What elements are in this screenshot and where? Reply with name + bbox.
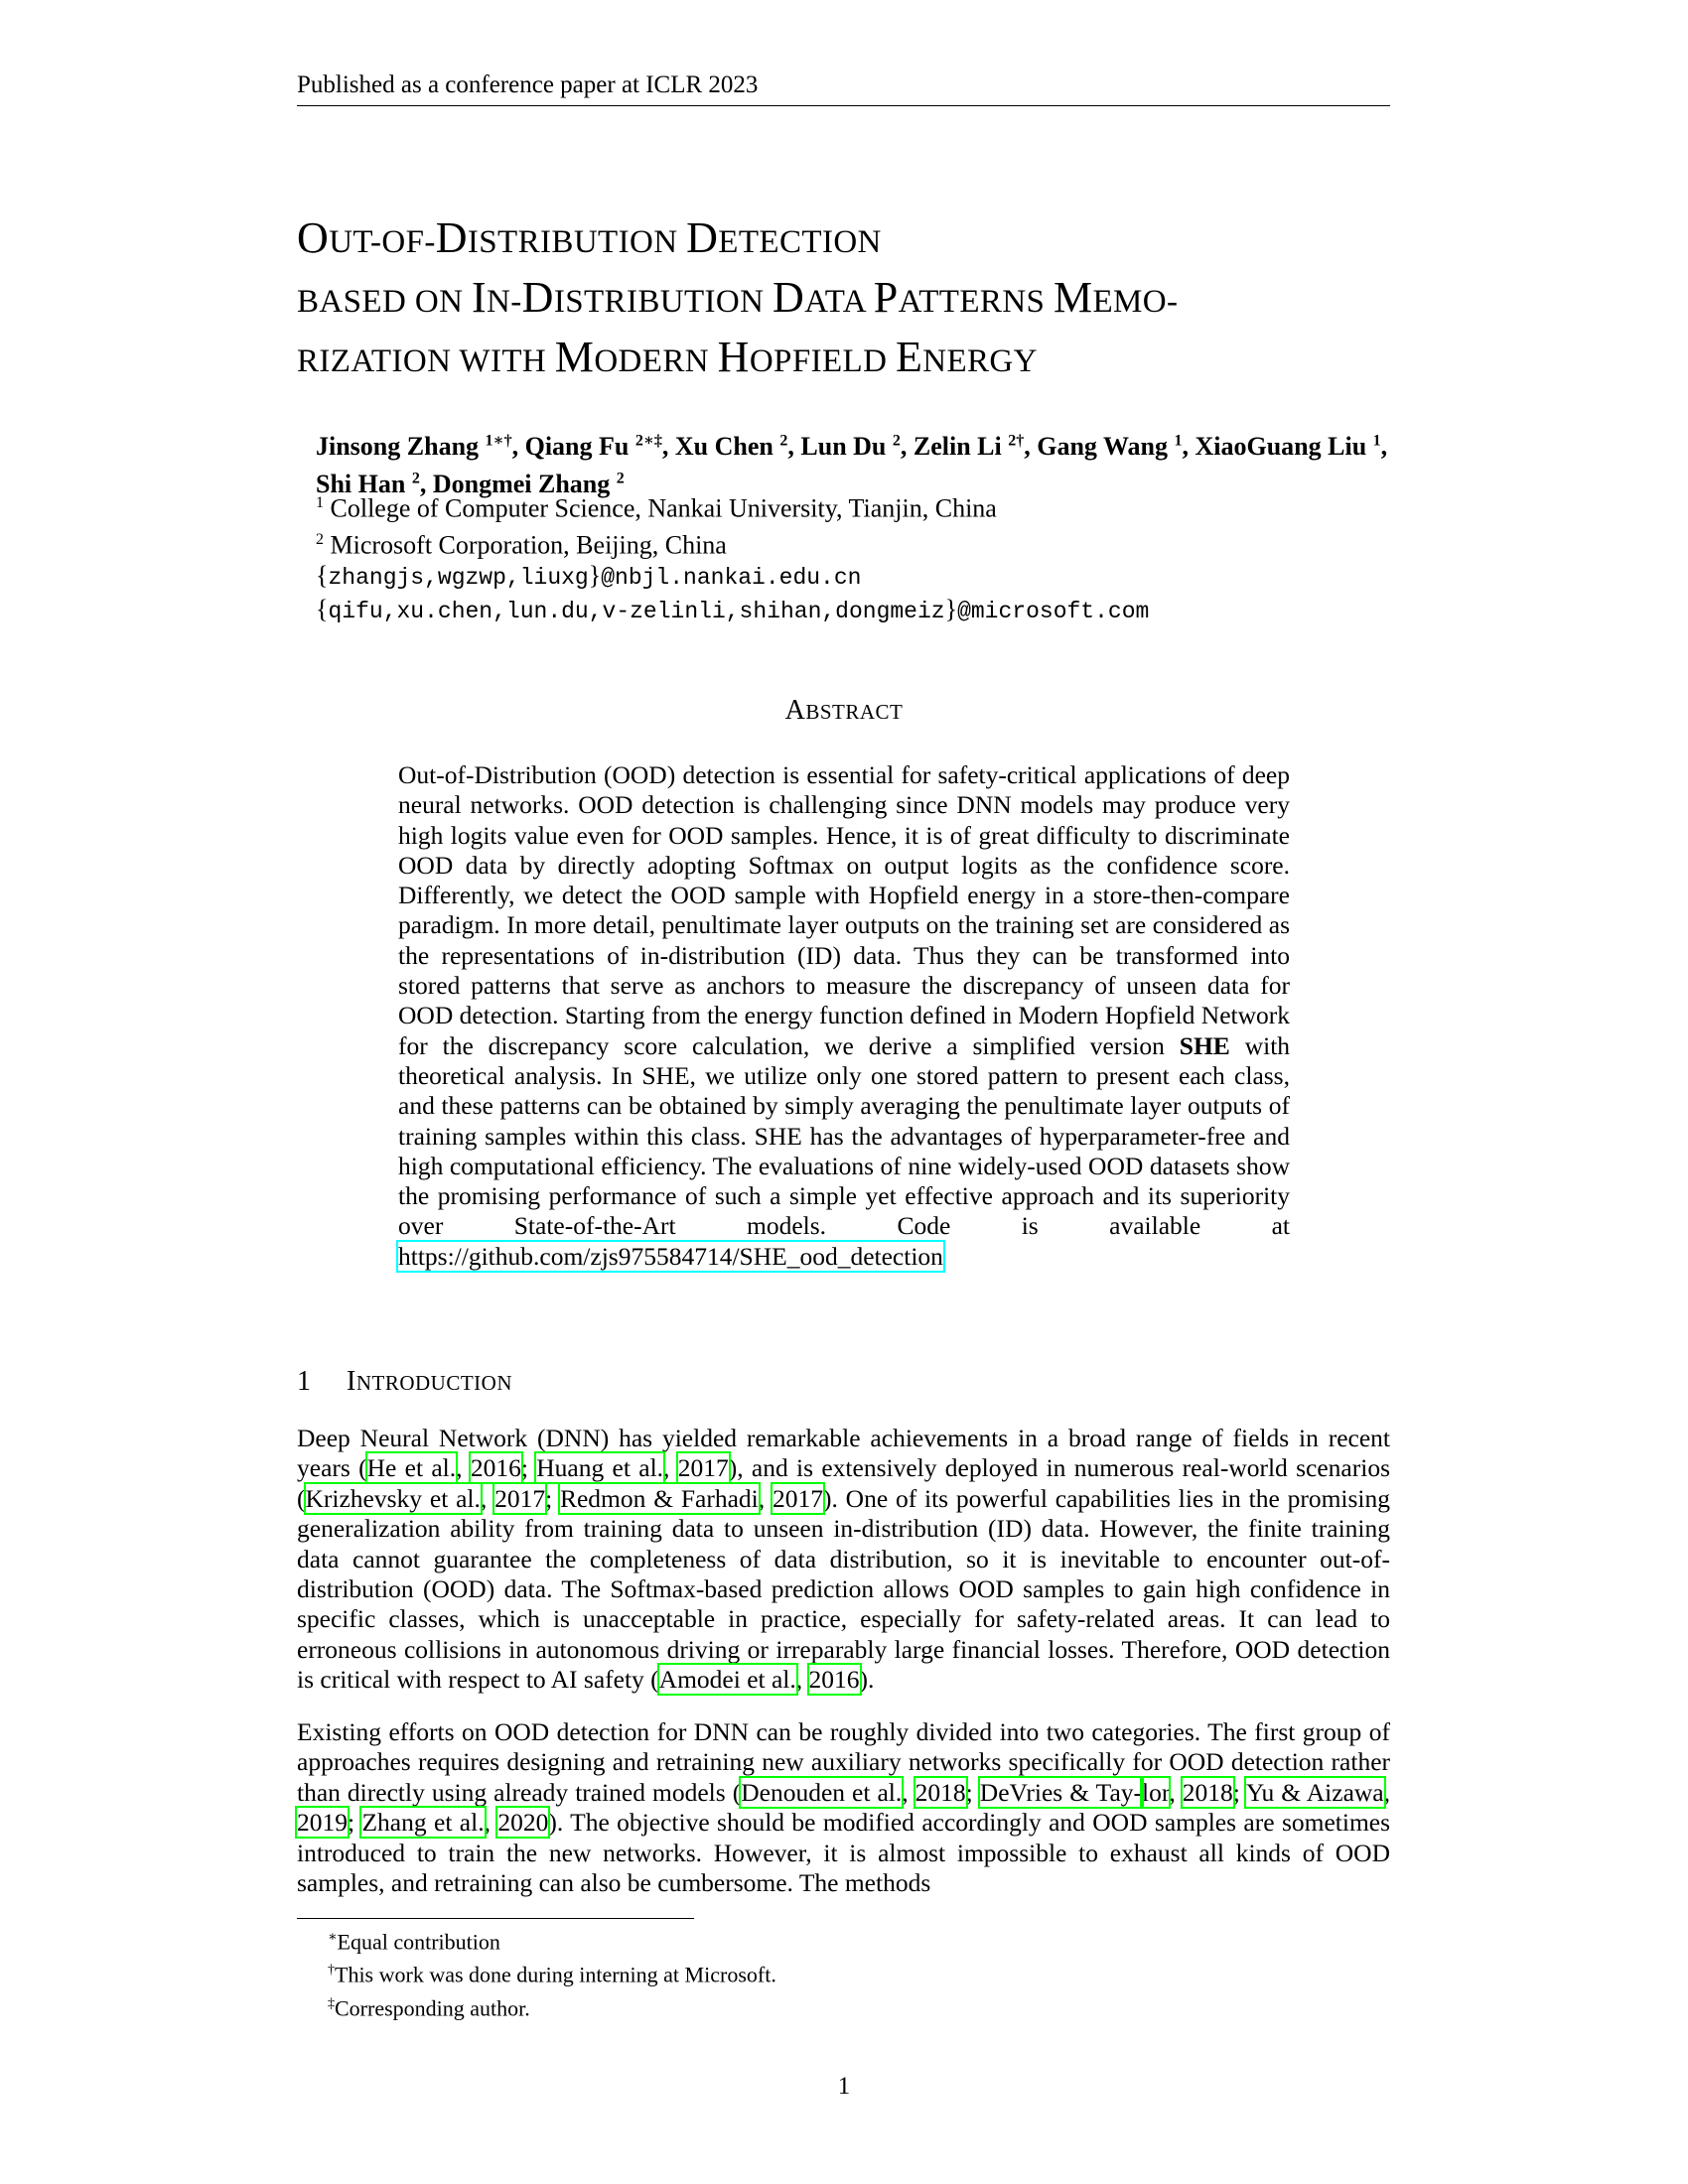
citation-separator: , bbox=[902, 1777, 915, 1807]
paper-title bbox=[297, 210, 1399, 389]
title-text: ODERN bbox=[594, 343, 718, 379]
citation-separator: , bbox=[456, 1453, 471, 1483]
page-number: 1 bbox=[837, 2073, 851, 2100]
abstract-heading bbox=[0, 695, 1688, 727]
author-marks: 2 bbox=[892, 432, 901, 449]
email-line bbox=[316, 594, 1408, 627]
author-marks: 2∗‡ bbox=[634, 432, 662, 449]
title-text: D bbox=[773, 273, 805, 322]
citation-link[interactable]: 2019 bbox=[297, 1808, 348, 1838]
citation-link[interactable]: 2017 bbox=[494, 1483, 546, 1513]
affiliation-mark: 1 bbox=[316, 494, 324, 511]
body-text: Deep Neural Network (DNN) has yielded remarkable achievements in a broad range of fields in recent years ( bbox=[297, 1424, 1390, 1483]
title-text: NERGY bbox=[922, 343, 1038, 379]
title-line-2 bbox=[297, 270, 1399, 330]
citation-link[interactable]: Huang et al. bbox=[536, 1453, 664, 1483]
title-text: D bbox=[435, 213, 468, 262]
author-line-1 bbox=[316, 424, 1458, 463]
email-brace: { bbox=[316, 595, 329, 624]
email-brace: } bbox=[944, 595, 958, 624]
body-text: Existing efforts on OOD detection for DNN can be roughly divided into two categories. The first group of approaches requires designing and retraining new auxiliary networks specifically for OOD detection rather than directly using already trained models ( bbox=[297, 1717, 1390, 1807]
author-marks: 2 bbox=[616, 470, 625, 487]
title-text: N- bbox=[487, 284, 522, 320]
author-separator: , bbox=[419, 470, 433, 499]
footnote-text: Corresponding author. bbox=[335, 1994, 530, 2020]
email-line bbox=[316, 560, 1408, 594]
title-text: ISTRIBUTION bbox=[467, 224, 687, 260]
author-name: Lun Du bbox=[800, 431, 887, 461]
citation-separator: , bbox=[663, 1453, 678, 1483]
email-users: zhangjs,wgzwp,liuxg bbox=[328, 565, 589, 592]
affiliations bbox=[316, 487, 1408, 627]
affiliation bbox=[316, 524, 1408, 561]
body-text: ). bbox=[859, 1665, 875, 1695]
citation-separator: , bbox=[795, 1665, 809, 1695]
title-text: ATTERNS bbox=[898, 284, 1054, 320]
title-text: D bbox=[521, 273, 554, 322]
author-name: XiaoGuang Liu bbox=[1195, 431, 1367, 461]
citation-link[interactable]: Zhang et al. bbox=[361, 1808, 485, 1838]
running-header: Published as a conference paper at ICLR 2023 bbox=[297, 71, 759, 98]
author-marks: 1 bbox=[1372, 432, 1381, 449]
title-text: ETECTION bbox=[718, 224, 882, 260]
author-separator: , bbox=[511, 431, 525, 461]
abstract-bold-term: SHE bbox=[1179, 1030, 1230, 1060]
author-marks: 1∗† bbox=[485, 432, 512, 449]
author bbox=[1037, 432, 1195, 461]
author bbox=[800, 432, 914, 461]
citation-separator: , bbox=[1383, 1777, 1390, 1807]
author-separator: , bbox=[900, 431, 914, 461]
footnote-text: This work was done during interning at Microsoft. bbox=[335, 1962, 776, 1987]
citation-link[interactable]: 2018 bbox=[1182, 1777, 1233, 1807]
header-rule bbox=[297, 105, 1390, 106]
author-name: Jinsong Zhang bbox=[316, 431, 480, 461]
title-text: P bbox=[873, 273, 899, 322]
title-text: EMO- bbox=[1092, 284, 1179, 320]
citation-separator: , bbox=[1169, 1777, 1183, 1807]
title-text: RIZATION WITH bbox=[297, 343, 555, 379]
title-text: M bbox=[554, 333, 595, 381]
footnote bbox=[328, 1923, 1221, 1956]
citation-link[interactable]: He et al. bbox=[366, 1453, 457, 1483]
footnote-mark: † bbox=[328, 1963, 335, 1979]
affiliation bbox=[316, 487, 1408, 524]
body-text: ). One of its powerful capabilities lies in the promising generalization ability from training data to unseen in-distribution (ID) data. However, the finite training data cannot guarantee the completeness of data distribution, so it is inevitable to encounter out-of-distribution (OOD) data. The Softmax-based prediction allows OOD samples to gain high confidence in specific classes, which is unacceptable in practice, especially for safety-related areas. It can lead to erroneous collisions in autonomous driving or irreparably large financial losses. Therefore, OOD detection is critical with respect to AI safety ( bbox=[297, 1483, 1391, 1695]
author-separator: , bbox=[1182, 431, 1196, 461]
author-name: Shi Han bbox=[316, 470, 406, 499]
body-text: ), and is extensively deployed in numerous real-world scenarios ( bbox=[297, 1453, 1390, 1513]
title-text: UT-OF- bbox=[329, 224, 436, 260]
heading-text: NTRODUCTION bbox=[355, 1371, 512, 1395]
section-heading-introduction bbox=[297, 1366, 1091, 1398]
citation-link[interactable]: Redmon & Farhadi bbox=[559, 1483, 759, 1513]
title-text: OPFIELD bbox=[749, 343, 896, 379]
citation-separator: ; bbox=[545, 1483, 560, 1513]
citation-separator: ; bbox=[1232, 1777, 1246, 1807]
citation-link[interactable]: 2017 bbox=[677, 1453, 729, 1483]
citation-link[interactable]: 2016 bbox=[470, 1453, 521, 1483]
author-marks: 2 bbox=[779, 432, 788, 449]
author-name: Zelin Li bbox=[913, 431, 1002, 461]
title-text: O bbox=[297, 213, 330, 262]
citation-link[interactable]: Denouden et al. bbox=[741, 1777, 903, 1807]
title-text: ATA bbox=[804, 284, 874, 320]
footnotes bbox=[328, 1923, 1221, 2022]
heading-text: BSTRACT bbox=[805, 700, 904, 724]
footnote bbox=[328, 1956, 1221, 1988]
footnote-text: Equal contribution bbox=[337, 1929, 500, 1955]
title-text: D bbox=[686, 213, 719, 262]
citation-separator: ; bbox=[348, 1808, 362, 1838]
author-marks: 1 bbox=[1174, 432, 1183, 449]
author-name: Qiang Fu bbox=[524, 431, 630, 461]
citation-link[interactable]: 2018 bbox=[914, 1777, 966, 1807]
title-text: ISTRIBUTION bbox=[553, 284, 774, 320]
footnote-rule bbox=[297, 1918, 694, 1919]
abstract-text: Out-of-Distribution (OOD) detection is essential for safety-critical applications of deep neural networks. OOD detection is challenging since DNN models may produce very high logits value even for OOD samples. Hence, it is of great difficulty to discriminate OOD data by directly adopting Softmax on output logits as the confidence score. Differently, we detect the OOD sample with Hopfield energy in a store-then-compare paradigm. In more detail, penultimate layer outputs on the training set are considered as the representations of in-distribution (ID) data. Thus they can be transformed into stored patterns that serve as anchors to measure the discrepancy of unseen data for OOD detection. Starting from the energy function defined in Modern Hopfield Network for the discrepancy score calculation, we derive a simplified version bbox=[398, 760, 1290, 1060]
affiliation-mark: 2 bbox=[316, 530, 324, 548]
citation-separator: ; bbox=[520, 1453, 537, 1483]
author bbox=[1196, 432, 1388, 461]
author-separator: , bbox=[1380, 431, 1388, 461]
title-text: I bbox=[471, 273, 488, 322]
title-line-3 bbox=[297, 330, 1399, 389]
author-marks: 2 bbox=[411, 470, 420, 487]
citation-link[interactable]: lor bbox=[1142, 1777, 1170, 1807]
title-text: BASED ON bbox=[297, 284, 472, 320]
author-separator: , bbox=[661, 431, 675, 461]
author-separator: , bbox=[1024, 431, 1038, 461]
citation-link[interactable]: Krizhevsky et al. bbox=[305, 1483, 481, 1513]
title-text: H bbox=[717, 333, 750, 381]
intro-paragraph-2 bbox=[297, 1717, 1390, 1898]
abstract-text: with theoretical analysis. In SHE, we utilize only one stored pattern to present each class, and these patterns can be obtained by simply averaging the penultimate layer outputs of training samples within this class. SHE has the advantages of hyperparameter-free and high computational efficiency. The evaluations of nine widely-used OOD datasets show the promising performance of such a simple yet effective approach and its superiority over State-of-the-Art models. Code is available at bbox=[398, 1030, 1291, 1241]
affiliation-text: College of Computer Science, Nankai University, Tianjin, China bbox=[330, 493, 997, 523]
citation-link[interactable]: Amodei et al. bbox=[658, 1665, 796, 1695]
citation-separator: , bbox=[484, 1808, 498, 1838]
citation-link[interactable]: 2016 bbox=[808, 1665, 860, 1695]
author bbox=[914, 432, 1037, 461]
citation-separator: ; bbox=[965, 1777, 980, 1807]
citation-link[interactable]: 2017 bbox=[772, 1483, 823, 1513]
footnote bbox=[328, 1989, 1221, 2022]
title-text: M bbox=[1053, 273, 1093, 322]
email-users: qifu,xu.chen,lun.du,v-zelinli,shihan,dongmeiz bbox=[328, 599, 945, 625]
email-domain: @microsoft.com bbox=[957, 599, 1150, 625]
author bbox=[675, 432, 800, 461]
email-domain: @nbjl.nankai.edu.cn bbox=[601, 565, 862, 592]
email-brace: } bbox=[588, 561, 602, 591]
author bbox=[316, 432, 525, 461]
citation-link[interactable]: 2020 bbox=[497, 1808, 549, 1838]
author-name: Xu Chen bbox=[674, 431, 774, 461]
citation-link[interactable]: DeVries & Tay- bbox=[979, 1777, 1143, 1807]
code-repository-link[interactable]: https://github.com/zjs975584714/SHE_ood_detection bbox=[398, 1241, 943, 1271]
author-separator: , bbox=[787, 431, 801, 461]
title-line-1 bbox=[297, 210, 1399, 270]
heading-text: A bbox=[784, 695, 806, 726]
body-text: ). The objective should be modified accordingly and OOD samples are sometimes introduced to train the new networks. However, it is almost impossible to exhaust all kinds of OOD samples, and retraining can also be cumbersome. The methods bbox=[297, 1808, 1391, 1898]
footnote-mark: ‡ bbox=[328, 1995, 335, 2011]
intro-paragraph-1 bbox=[297, 1424, 1390, 1696]
email-brace: { bbox=[316, 561, 329, 591]
author-name: Gang Wang bbox=[1037, 431, 1168, 461]
heading-text: I bbox=[347, 1366, 356, 1397]
author-name: Dongmei Zhang bbox=[432, 470, 611, 499]
footnote-mark: ∗ bbox=[328, 1930, 338, 1945]
abstract-body bbox=[398, 760, 1290, 1272]
author bbox=[525, 432, 675, 461]
author-marks: 2† bbox=[1008, 432, 1025, 449]
section-number: 1 bbox=[297, 1366, 312, 1397]
affiliation-text: Microsoft Corporation, Beijing, China bbox=[330, 530, 727, 560]
title-text: E bbox=[895, 333, 923, 381]
citation-separator: , bbox=[758, 1483, 773, 1513]
citation-separator: , bbox=[480, 1483, 495, 1513]
citation-link[interactable]: Yu & Aizawa bbox=[1245, 1777, 1384, 1807]
